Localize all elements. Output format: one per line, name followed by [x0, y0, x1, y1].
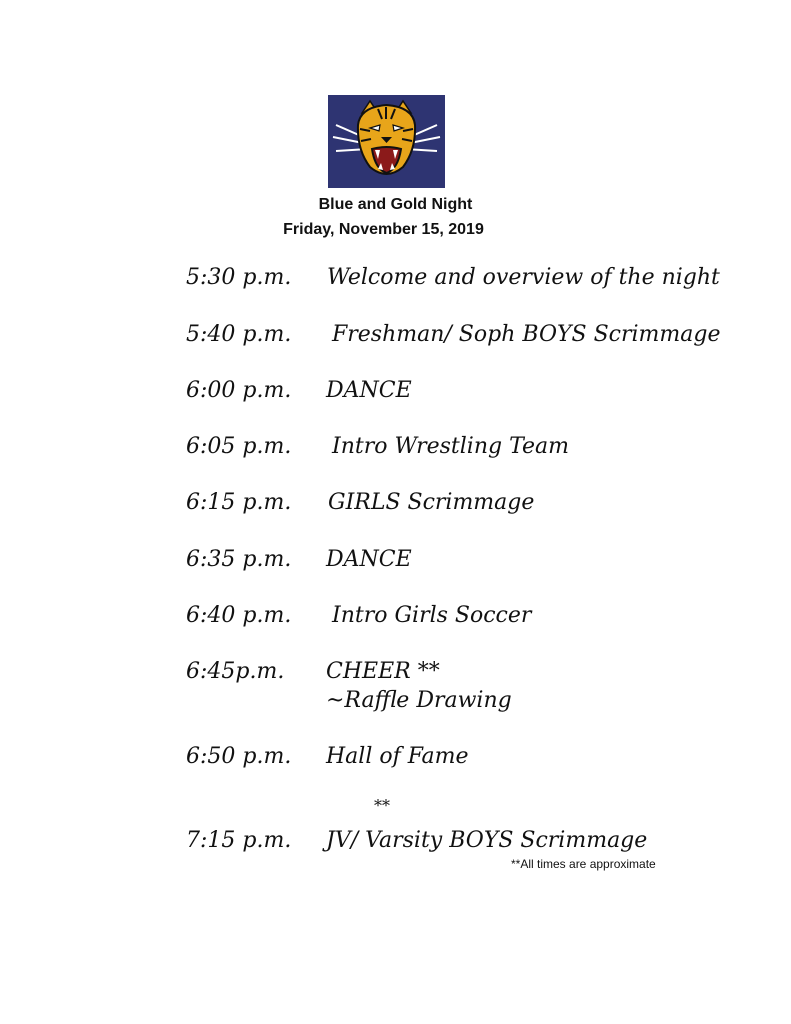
schedule-time: 6:50 p.m. — [186, 744, 292, 769]
schedule-event: CHEER ** — [326, 659, 440, 684]
schedule-event-sub: ~Raffle Drawing — [326, 688, 512, 713]
schedule-time: 6:45p.m. — [186, 659, 285, 684]
footnote: **All times are approximate — [511, 857, 656, 871]
schedule-time: 6:35 p.m. — [186, 547, 292, 572]
schedule-time: 7:15 p.m. — [186, 828, 292, 853]
event-date: Friday, November 15, 2019 — [283, 221, 484, 238]
schedule-event: Intro Girls Soccer — [332, 603, 532, 628]
schedule-time: 6:05 p.m. — [186, 434, 292, 459]
schedule-time: 5:40 p.m. — [186, 322, 292, 347]
schedule-event: Freshman/ Soph BOYS Scrimmage — [332, 322, 721, 347]
schedule-time: 6:40 p.m. — [186, 603, 292, 628]
schedule-event: JV/ Varsity BOYS Scrimmage — [326, 828, 648, 853]
schedule-time: 6:00 p.m. — [186, 378, 292, 403]
schedule-time: 6:15 p.m. — [186, 490, 292, 515]
schedule-event: DANCE — [326, 378, 412, 403]
schedule-time: 5:30 p.m. — [186, 265, 292, 290]
event-title: Blue and Gold Night — [318, 196, 473, 213]
schedule-event: Hall of Fame — [326, 744, 469, 769]
schedule-event: Welcome and overview of the night — [327, 265, 720, 290]
stars-marker: ** — [374, 796, 390, 815]
schedule-event: GIRLS Scrimmage — [328, 490, 535, 515]
schedule-event: Intro Wrestling Team — [332, 434, 570, 459]
wildcat-logo-icon — [328, 95, 445, 188]
schedule-event: DANCE — [326, 547, 412, 572]
wildcat-logo-icon — [328, 95, 445, 188]
